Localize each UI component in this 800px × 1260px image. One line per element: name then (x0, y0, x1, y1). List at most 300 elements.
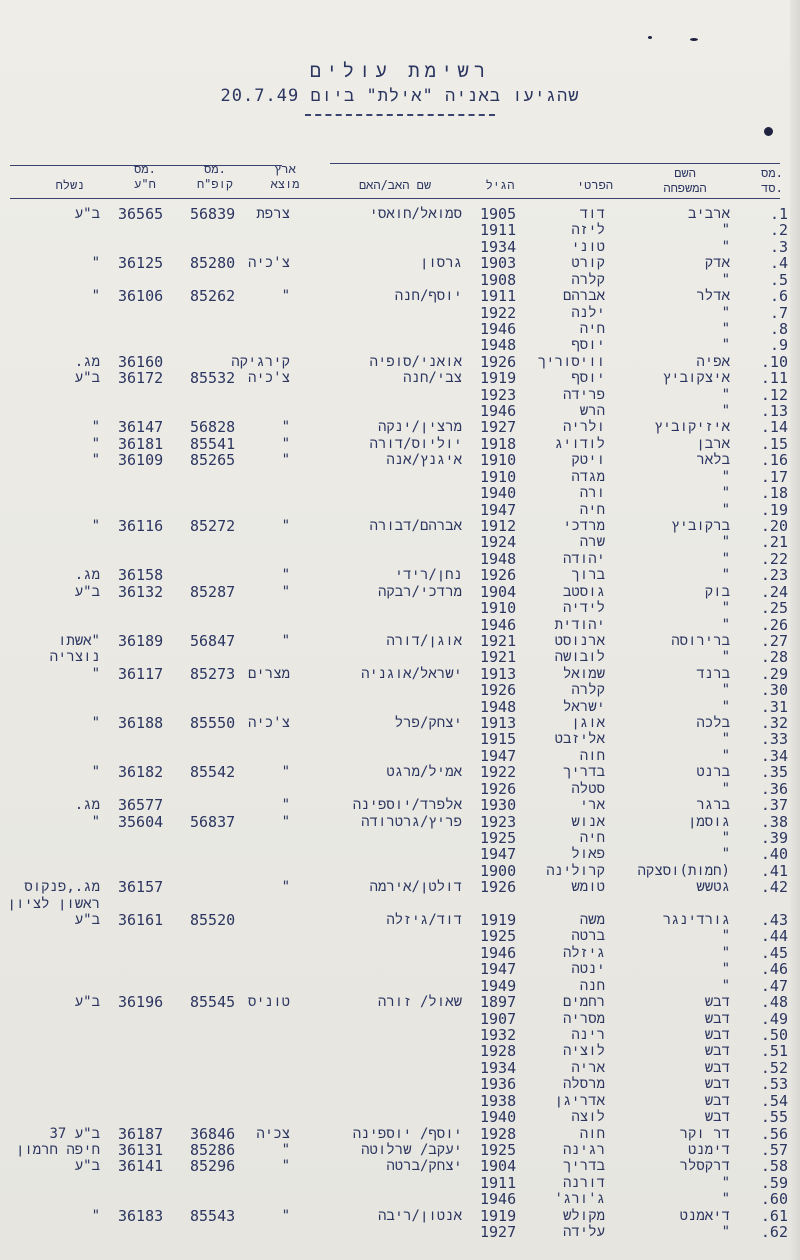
cell-first-name: רחמים (562, 994, 605, 1011)
cell-num: .31 (760, 697, 788, 716)
cell-chaa: 36141 (118, 1157, 164, 1176)
cell-num: .14 (760, 418, 788, 437)
cell-first-name: טוני (571, 238, 605, 255)
table-row (0, 551, 800, 567)
cell-country: מצרים (247, 665, 290, 682)
table-row (0, 222, 800, 238)
cell-age: 1912 (480, 516, 517, 535)
cell-num: .44 (760, 927, 788, 946)
cell-first-name: אברהם (562, 288, 605, 305)
cell-num: .5 (769, 270, 788, 289)
cell-kupah: 56847 (190, 631, 236, 650)
table-row (0, 699, 800, 715)
cell-age: 1907 (480, 1009, 517, 1028)
cell-parents: אוגן/דורה (386, 632, 462, 649)
cell-chaa: 36158 (118, 566, 164, 585)
cell-first-name: מסריה (562, 1010, 605, 1027)
cell-country: " (281, 567, 290, 584)
cell-country: " (281, 797, 290, 814)
header-age: הגיל (485, 178, 515, 192)
cell-family: " (721, 403, 730, 420)
cell-first-name: רינה (571, 1027, 605, 1043)
cell-sent: " (91, 665, 100, 682)
table-row (0, 485, 800, 501)
cell-parents: פריץ/גרטרודה (361, 813, 462, 830)
cell-num: .3 (769, 237, 788, 256)
cell-kupah: 85543 (190, 1206, 236, 1225)
cell-parents: יוסף/ יוספינה (352, 1125, 462, 1142)
table-row (0, 419, 800, 435)
cell-family: " (721, 600, 730, 617)
table-row (0, 518, 800, 534)
cell-family: דימנט (687, 1141, 730, 1158)
cell-country: טוניס (247, 994, 290, 1011)
cell-family: בוק (704, 583, 730, 600)
cell-num: .46 (760, 960, 788, 979)
cell-first-name: קורט (571, 255, 605, 272)
table-row (0, 1126, 800, 1142)
cell-age: 1897 (480, 993, 517, 1012)
cell-family: " (721, 682, 730, 699)
cell-sent: מג. (74, 567, 100, 584)
table-row (0, 567, 800, 583)
cell-chaa: 36106 (118, 287, 164, 306)
cell-chaa: 36189 (118, 631, 164, 650)
cell-num: .21 (760, 533, 788, 552)
cell-first-name: חוה (579, 1125, 605, 1142)
ink-speck (648, 36, 652, 39)
cell-age: 1921 (480, 648, 517, 667)
cell-chaa: 36183 (118, 1206, 164, 1225)
document-subtitle: שהגיעו באניה "אילת" ביום 20.7.49 (220, 86, 580, 106)
cell-num: .13 (760, 402, 788, 421)
cell-age: 1915 (480, 730, 517, 749)
cell-sent: " (91, 288, 100, 305)
table-row (0, 354, 800, 370)
cell-first-name: ילנה (571, 304, 605, 321)
table-row (0, 781, 800, 797)
cell-sent: " (91, 435, 100, 452)
cell-num: .35 (760, 763, 788, 782)
cell-num: .55 (760, 1108, 788, 1127)
cell-family: " (721, 698, 730, 715)
cell-family: " (721, 1174, 730, 1191)
cell-num: .12 (760, 385, 788, 404)
cell-family: " (721, 271, 730, 288)
cell-sent: נוצריה (49, 649, 100, 666)
table-row (0, 731, 800, 747)
table-row (0, 830, 800, 846)
table-row (0, 600, 800, 616)
table-row (0, 502, 800, 518)
cell-first-name: חיה (579, 501, 605, 518)
header-chaa: מס. ח"ע (134, 162, 156, 191)
cell-age: 1936 (480, 1075, 517, 1094)
cell-num: .38 (760, 812, 788, 831)
table-row (0, 1208, 800, 1224)
table-row (0, 206, 800, 222)
cell-family: ארבן (696, 435, 730, 452)
cell-family: " (721, 780, 730, 797)
cell-age: 1904 (480, 1157, 517, 1176)
cell-num: .60 (760, 1190, 788, 1209)
cell-num: .43 (760, 911, 788, 930)
cell-first-name: עלידה (562, 1224, 605, 1241)
cell-num: .23 (760, 566, 788, 585)
cell-chaa: 36196 (118, 993, 164, 1012)
cell-chaa: 36172 (118, 369, 164, 388)
cell-family: דבש (704, 1109, 730, 1126)
cell-num: .53 (760, 1075, 788, 1094)
cell-first-name: ארי (579, 797, 605, 814)
cell-family: דר וקר (679, 1125, 730, 1142)
table-row (0, 1060, 800, 1076)
cell-country: " (281, 764, 290, 781)
table-row (0, 288, 800, 304)
cell-age: 1905 (480, 205, 517, 223)
cell-family: (חמות)וסצקה (637, 862, 730, 879)
table-row (0, 912, 800, 928)
cell-family: איצקוביץ (662, 370, 730, 387)
table-row (0, 879, 800, 895)
cell-first-name: רגינה (562, 1141, 605, 1158)
table-row (0, 403, 800, 419)
table-row (0, 387, 800, 403)
cell-age: 1925 (480, 828, 517, 847)
cell-chaa: 36187 (118, 1124, 164, 1143)
cell-kupah: 85550 (190, 714, 236, 733)
cell-family: " (721, 616, 730, 633)
cell-family: ברנד (696, 665, 730, 682)
cell-first-name: שמואל (562, 665, 605, 682)
cell-kupah: 85286 (190, 1140, 236, 1159)
cell-parents: מרדכי/רבקה (377, 583, 462, 600)
table-row (0, 945, 800, 961)
cell-kupah: 85265 (190, 451, 236, 470)
cell-sent: ב"ע (74, 370, 100, 387)
cell-chaa: 36188 (118, 714, 164, 733)
table-row (0, 896, 800, 912)
cell-num: .2 (769, 221, 788, 240)
cell-family: דבש (704, 1027, 730, 1043)
cell-family: " (721, 846, 730, 863)
cell-sent: " (91, 517, 100, 534)
cell-parents: יצחק/פרל (394, 715, 462, 732)
cell-age: 1934 (480, 1058, 517, 1077)
cell-sent: ראשון לציון (7, 895, 100, 912)
cell-num: .41 (760, 861, 788, 880)
cell-num: .45 (760, 943, 788, 962)
cell-country: צרפת (256, 206, 290, 222)
table-row (0, 682, 800, 698)
cell-num: .59 (760, 1173, 788, 1192)
table-row (0, 1027, 800, 1043)
cell-first-name: אוגן (571, 715, 605, 732)
cell-family: אפיה (696, 353, 730, 370)
cell-chaa: 36125 (118, 254, 164, 273)
cell-first-name: חיה (579, 829, 605, 846)
cell-family: " (721, 337, 730, 354)
cell-num: .62 (760, 1223, 788, 1242)
cell-first-name: ינטה (571, 961, 605, 978)
cell-num: .39 (760, 828, 788, 847)
cell-family: גורדינגר (662, 912, 730, 929)
cell-num: .30 (760, 681, 788, 700)
cell-age: 1925 (480, 1140, 517, 1159)
cell-num: .37 (760, 796, 788, 815)
cell-sent: " (91, 813, 100, 830)
cell-age: 1928 (480, 1042, 517, 1061)
cell-num: .42 (760, 878, 788, 897)
cell-family: " (721, 944, 730, 961)
cell-family: " (721, 304, 730, 321)
cell-num: .15 (760, 434, 788, 453)
table-row (0, 469, 800, 485)
table-row (0, 534, 800, 550)
cell-family: " (721, 961, 730, 978)
cell-first-name: סטלה (571, 780, 605, 797)
cell-num: .29 (760, 664, 788, 683)
cell-num: .49 (760, 1009, 788, 1028)
cell-first-name: חנה (579, 977, 605, 994)
cell-family: " (721, 928, 730, 945)
cell-family: דבש (704, 994, 730, 1011)
cell-num: .16 (760, 451, 788, 470)
cell-first-name: לוצה (571, 1109, 605, 1126)
cell-age: 1910 (480, 599, 517, 618)
cell-family: דבש (704, 1043, 730, 1060)
cell-chaa: 36132 (118, 582, 164, 601)
cell-chaa: 36131 (118, 1140, 164, 1159)
cell-age: 1938 (480, 1091, 517, 1110)
cell-sent: מג. (74, 353, 100, 370)
cell-country: " (281, 517, 290, 534)
cell-num: .32 (760, 714, 788, 733)
cell-first-name: אליזבט (554, 731, 605, 748)
cell-sent: ב"ע (74, 206, 100, 222)
cell-kupah: 85280 (190, 254, 236, 273)
cell-family: ברקוביץ (671, 517, 730, 534)
cell-num: .56 (760, 1124, 788, 1143)
table-row (0, 1158, 800, 1174)
cell-family: " (721, 501, 730, 518)
table-row (0, 666, 800, 682)
cell-first-name: קלרה (571, 271, 605, 288)
table-row (0, 928, 800, 944)
cell-age: 1940 (480, 1108, 517, 1127)
cell-parents: אמיל/מרגט (386, 764, 462, 781)
cell-first-name: מגדה (571, 468, 605, 485)
cell-num: .61 (760, 1206, 788, 1225)
cell-family: אדלר (696, 288, 730, 305)
cell-age: 1908 (480, 270, 517, 289)
cell-first-name: גיזלה (562, 944, 605, 961)
document-title: רשימת עולים (309, 60, 491, 82)
cell-family: " (721, 222, 730, 239)
cell-chaa: 36161 (118, 911, 164, 930)
cell-parents: דולטן/אירמה (369, 879, 462, 896)
header-kupah: מס. קופ"ח (196, 162, 234, 191)
cell-family: " (721, 977, 730, 994)
cell-family: אדק (704, 255, 730, 272)
cell-first-name: ברוך (571, 567, 605, 584)
cell-first-name: אדריגן (554, 1092, 605, 1109)
cell-family: בלכה (696, 715, 730, 732)
cell-age: 1926 (480, 779, 517, 798)
cell-country: " (281, 632, 290, 649)
cell-age: 1923 (480, 812, 517, 831)
cell-first-name: ג'ורג' (554, 1191, 605, 1208)
table-row (0, 255, 800, 271)
cell-first-name: אנוש (571, 813, 605, 830)
cell-kupah: 36846 (190, 1124, 236, 1143)
cell-family: " (721, 386, 730, 403)
cell-family: " (721, 550, 730, 567)
cell-parents: שאול/ זורה (377, 994, 462, 1011)
cell-family: " (721, 485, 730, 502)
cell-kupah: 85541 (190, 434, 236, 453)
header-first: הפרטי (576, 178, 613, 192)
table-row (0, 272, 800, 288)
cell-first-name: יהודית (554, 616, 605, 633)
cell-first-name: משה (579, 912, 605, 929)
cell-first-name: בדריך (562, 764, 605, 781)
cell-country: " (281, 813, 290, 830)
cell-num: .48 (760, 993, 788, 1012)
cell-num: .36 (760, 779, 788, 798)
cell-family: " (721, 1191, 730, 1208)
cell-country: " (281, 879, 290, 896)
cell-age: 1911 (480, 287, 517, 306)
table-row (0, 649, 800, 665)
cell-num: .17 (760, 467, 788, 486)
cell-sent: " (91, 764, 100, 781)
cell-age: 1903 (480, 254, 517, 273)
cell-age: 1910 (480, 467, 517, 486)
cell-num: .8 (769, 319, 788, 338)
table-row (0, 1076, 800, 1092)
cell-family: " (721, 534, 730, 551)
cell-country: צ'כיה (247, 715, 290, 732)
cell-age: 1900 (480, 861, 517, 880)
cell-age: 1926 (480, 878, 517, 897)
cell-country: " (281, 583, 290, 600)
cell-parents: נחן/רידי (394, 567, 462, 584)
cell-num: .54 (760, 1091, 788, 1110)
cell-parents: יוסף/חנה (394, 288, 462, 305)
cell-first-name: יוסף (571, 370, 605, 387)
table-row (0, 617, 800, 633)
cell-sent: "אשתו (57, 632, 100, 649)
cell-age: 1949 (480, 976, 517, 995)
cell-first-name: יהודה (562, 550, 605, 567)
cell-num: .10 (760, 352, 788, 371)
cell-num: .33 (760, 730, 788, 749)
cell-family: דבש (704, 1010, 730, 1027)
table-row (0, 1109, 800, 1125)
cell-kupah: 85520 (190, 911, 236, 930)
cell-family: ברנט (696, 764, 730, 781)
cell-kupah: 56828 (190, 418, 236, 437)
cell-chaa: 36182 (118, 763, 164, 782)
header-family: השם המשפחה (663, 166, 707, 195)
cell-age: 1910 (480, 451, 517, 470)
table-row (0, 814, 800, 830)
cell-num: .4 (769, 254, 788, 273)
cell-family: ברירוסה (671, 632, 730, 649)
cell-num: .52 (760, 1058, 788, 1077)
cell-age: 1925 (480, 927, 517, 946)
table-row (0, 436, 800, 452)
cell-num: .25 (760, 599, 788, 618)
cell-age: 1921 (480, 631, 517, 650)
header-country: ארץ מוצא (270, 162, 300, 191)
table-row (0, 584, 800, 600)
cell-country: צ'כיה (247, 370, 290, 387)
table-row (0, 978, 800, 994)
header-rule-right (330, 163, 780, 164)
cell-family: גוסמן (687, 813, 730, 830)
cell-sent: ב"ע (74, 912, 100, 929)
cell-first-name: לידיה (562, 600, 605, 617)
title-underline (305, 114, 495, 116)
table-row (0, 797, 800, 813)
header-sent: נשלח (55, 178, 85, 192)
cell-age: 1948 (480, 549, 517, 568)
cell-num: .40 (760, 845, 788, 864)
table-row (0, 846, 800, 862)
cell-parents: אואני/סופיה (369, 353, 462, 370)
cell-parents: גרסון (419, 255, 462, 272)
cell-num: .7 (769, 303, 788, 322)
cell-first-name: מקולש (562, 1207, 605, 1224)
cell-age: 1948 (480, 336, 517, 355)
cell-family: איזיקוביץ (654, 419, 730, 436)
cell-family: " (721, 731, 730, 748)
cell-num: .24 (760, 582, 788, 601)
cell-num: .18 (760, 484, 788, 503)
cell-parents: יוליוס/דורה (369, 435, 462, 452)
cell-num: .27 (760, 631, 788, 650)
cell-num: .57 (760, 1140, 788, 1159)
cell-first-name: דוד (579, 206, 605, 222)
table-row (0, 1175, 800, 1191)
table-row (0, 748, 800, 764)
cell-country: " (281, 419, 290, 436)
cell-age: 1926 (480, 566, 517, 585)
cell-family: ברגר (696, 797, 730, 814)
cell-sent: ב"ע (74, 583, 100, 600)
cell-sent: מג.,פנקוס (24, 879, 100, 896)
cell-sent: " (91, 255, 100, 272)
cell-first-name: ולריה (562, 419, 605, 436)
cell-kupah: 85296 (190, 1157, 236, 1176)
cell-family: בלאר (696, 452, 730, 469)
table-row (0, 337, 800, 353)
cell-age: 1922 (480, 763, 517, 782)
cell-kupah: 85542 (190, 763, 236, 782)
cell-num: .11 (760, 369, 788, 388)
cell-first-name: לודויג (554, 435, 605, 452)
cell-num: .34 (760, 746, 788, 765)
cell-num: .50 (760, 1026, 788, 1044)
cell-parents: סמואל/חואסי (369, 206, 462, 222)
cell-kupah: 85272 (190, 516, 236, 535)
cell-num: .28 (760, 648, 788, 667)
cell-age: 1946 (480, 402, 517, 421)
cell-family: " (721, 747, 730, 764)
cell-country: " (281, 435, 290, 452)
